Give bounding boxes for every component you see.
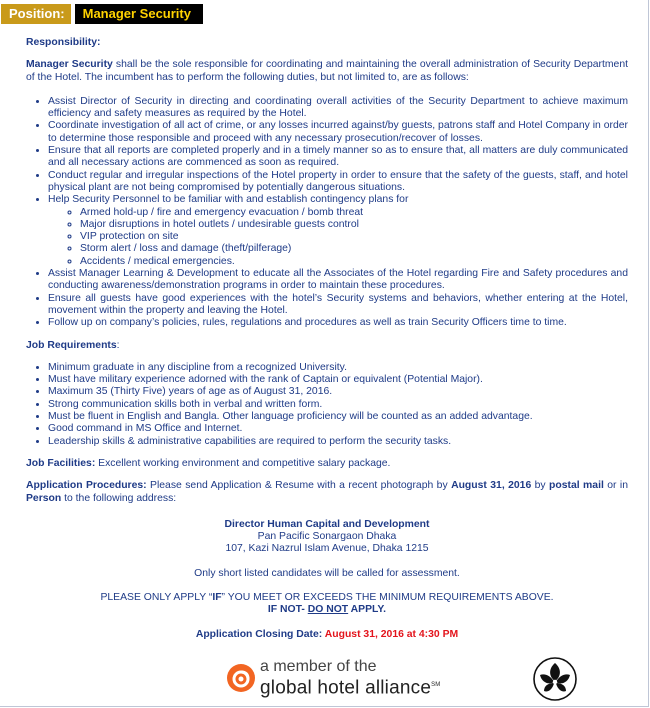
warning-text: ” YOU MEET OR EXCEEDS THE MINIMUM REQUIREMENTS ABOVE. xyxy=(221,591,554,603)
warning-do-not: DO NOT xyxy=(307,604,349,616)
list-item: • Coordinate investigation of all act of crime, or any losses incurred against/by guests, patrons staff and Hotel Company in order to determine those responsible and proceed with any necessary prosecution/recover of losses. xyxy=(48,120,628,145)
list-item: • Strong communication skills both in verbal and written form. xyxy=(48,399,628,411)
requirements-title: Job Requirements xyxy=(26,339,117,351)
job-requirements-heading xyxy=(26,340,628,352)
sub-list-item: ◦ Major disruptions in hotel outlets / undesirable guests control xyxy=(80,219,628,231)
warning-text: IF NOT- xyxy=(267,604,308,616)
address-recipient: Director Human Capital and Development xyxy=(224,518,430,530)
address-hotel: Pan Pacific Sonargaon Dhaka xyxy=(257,531,397,543)
gha-name-text: global hotel alliance xyxy=(260,677,432,699)
list-item: • Must be fluent in English and Bangla. Other language proficiency will be counted as an added advantage. xyxy=(48,411,628,423)
gha-wordmark xyxy=(260,658,441,697)
sub-list-item: ◦ VIP protection on site xyxy=(80,231,628,243)
pan-pacific-flower-icon xyxy=(530,655,580,703)
closing-date xyxy=(26,629,628,641)
gha-logo xyxy=(226,658,441,697)
position-title: Manager Security xyxy=(75,4,203,24)
sub-list-item: ◦ Armed hold-up / fire and emergency evacuation / bomb threat xyxy=(80,207,628,219)
gha-trademark: SM xyxy=(431,682,441,688)
closing-value: August 31, 2016 at 4:30 PM xyxy=(324,628,459,640)
application-deadline: August 31, 2016 xyxy=(451,480,532,492)
application-person: Person xyxy=(26,492,62,504)
warning-text: PLEASE ONLY APPLY “ xyxy=(100,591,213,603)
warning-line-2 xyxy=(26,604,628,616)
application-text: to the following address: xyxy=(61,492,177,504)
application-text: Please send Application & Resume with a recent photograph by xyxy=(146,480,452,492)
job-facilities xyxy=(26,458,628,470)
list-item: • Ensure that all reports are completed properly and in a timely manner so as to ensure that, all matters are duly communicated and all necessary actions are commenced as soon as required. xyxy=(48,145,628,170)
list-item: • Minimum graduate in any discipline from a recognized University. xyxy=(48,362,628,374)
application-text: or in xyxy=(603,480,629,492)
footer xyxy=(0,655,650,705)
sub-list-item: ◦ Storm alert / loss and damage (theft/pilferage) xyxy=(80,243,628,255)
gha-emblem-icon xyxy=(226,663,256,693)
facilities-label: Job Facilities: xyxy=(26,457,96,469)
facilities-text: Excellent working environment and competitive salary package. xyxy=(95,457,391,469)
list-item: • Assist Director of Security in directing and coordinating overall activities of the Security Department to achieve maximum efficiency and safety measures as required by the Hotel. xyxy=(48,96,628,121)
list-item: • Maximum 35 (Thirty Five) years of age as of August 31, 2016. xyxy=(48,386,628,398)
list-item: • Conduct regular and irregular inspections of the Hotel property in order to ensure that the safety of the guests, staff, and hotel physical plant are not being compromised by potentially dangerous situations. xyxy=(48,170,628,195)
list-item: • Ensure all guests have good experiences with the hotel’s Security systems and behaviors, whether entering at the Hotel, movement within the property and leaving the Hotel. xyxy=(48,293,628,318)
sub-list-item: ◦ Accidents / medical emergencies. xyxy=(80,256,628,268)
responsibility-list xyxy=(26,96,628,330)
application-mail: postal mail xyxy=(549,480,604,492)
pan-pacific-logo xyxy=(530,655,580,706)
warning-text: APPLY. xyxy=(348,604,387,616)
gha-name xyxy=(260,676,441,697)
closing-label: Application Closing Date: xyxy=(195,628,325,640)
job-description xyxy=(26,37,628,641)
application-text: by xyxy=(531,480,550,492)
list-item xyxy=(48,194,628,268)
responsibility-heading: Responsibility: xyxy=(26,37,101,48)
requirements-list xyxy=(26,362,628,448)
list-item: • Assist Manager Learning & Development to educate all the Associates of the Hotel regarding Fire and Safety procedures and conducting awareness/demonstration programs in order to maintain these procedures. xyxy=(48,268,628,293)
application-label: Application Procedures: xyxy=(26,480,147,492)
position-header xyxy=(1,4,203,24)
contingency-list xyxy=(48,207,628,268)
list-item-text: Help Security Personnel to be familiar with and establish contingency plans for xyxy=(48,194,409,206)
intro-role: Manager Security xyxy=(26,59,113,71)
list-item: • Leadership skills & administrative capabilities are required to perform the security tasks. xyxy=(48,436,628,448)
application-procedures xyxy=(26,480,628,505)
warning-if: IF xyxy=(212,591,222,603)
list-item: • Good command in MS Office and Internet. xyxy=(48,423,628,435)
gha-tagline: a member of the xyxy=(260,658,377,675)
shortlist-notice: Only short listed candidates will be called for assessment. xyxy=(194,567,460,579)
address-street: 107, Kazi Nazrul Islam Avenue, Dhaka 1215 xyxy=(225,543,429,555)
responsibility-intro xyxy=(26,59,628,84)
warning-line-1 xyxy=(26,592,628,604)
mailing-address xyxy=(26,519,628,556)
eligibility-warning xyxy=(26,592,628,617)
requirements-colon: : xyxy=(116,339,120,351)
position-label: Position: xyxy=(1,4,71,24)
list-item: • Follow up on company’s policies, rules, regulations and procedures as well as train Security Officers time to time. xyxy=(48,317,628,329)
intro-text: shall be the sole responsible for coordinating and maintaining the overall administration of Security Department of the Hotel. The incumbent has to perform the following duties, but not limited to, are as follows: xyxy=(26,59,628,83)
list-item: • Must have military experience adorned with the rank of Captain or equivalent (Potential Major). xyxy=(48,374,628,386)
